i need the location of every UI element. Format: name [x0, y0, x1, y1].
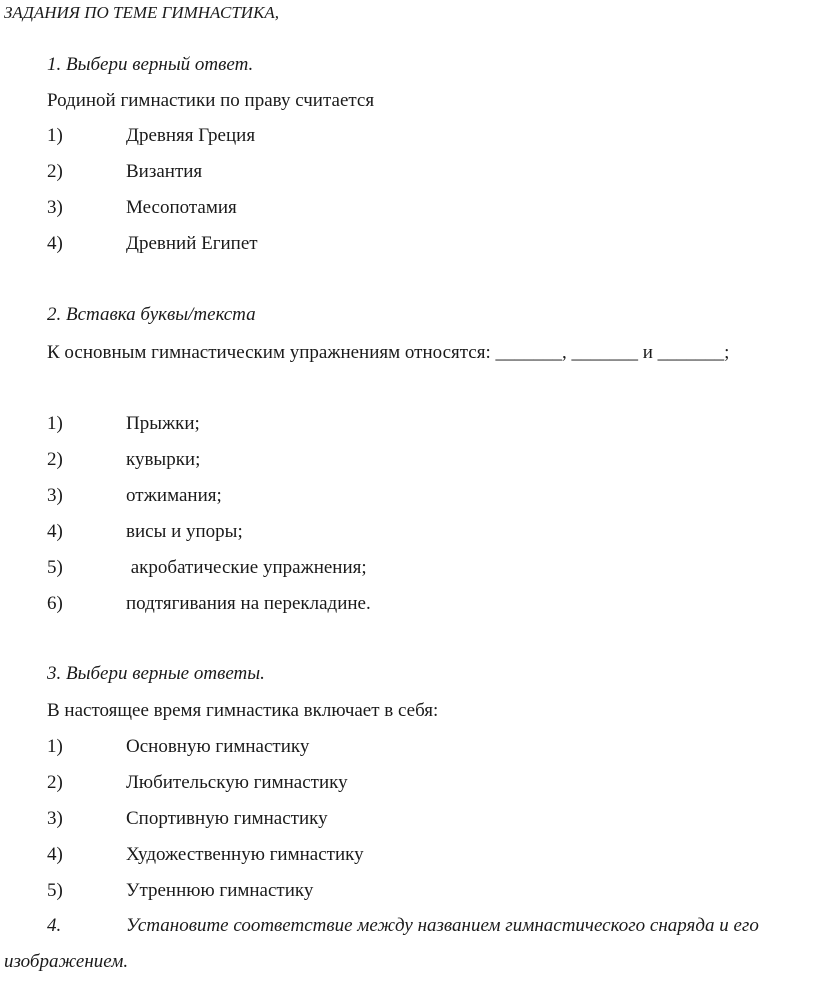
- option-text: Прыжки;: [126, 413, 200, 434]
- task-3-question: В настоящее время гимнастика включает в себя:: [47, 700, 439, 721]
- option-text: Византия: [126, 161, 203, 182]
- option-number: 4): [47, 844, 63, 865]
- option-text: Любительскую гимнастику: [126, 772, 348, 793]
- option-number: 2): [47, 161, 63, 182]
- option-number: 1): [47, 736, 63, 757]
- option-text: Древний Египет: [126, 233, 258, 254]
- task-2-question: К основным гимнастическим упражнениям относятся: _______, _______ и _______;: [47, 342, 730, 363]
- option-text: Художественную гимнастику: [126, 844, 364, 865]
- option-number: 3): [47, 808, 63, 829]
- option-number: 1): [47, 413, 63, 434]
- task-1-question: Родиной гимнастики по праву считается: [47, 90, 375, 111]
- option-number: 6): [47, 593, 63, 614]
- option-text: Основную гимнастику: [126, 736, 310, 757]
- option-text: подтягивания на перекладине.: [126, 593, 371, 614]
- task-2-heading: 2. Вставка буквы/текста: [47, 304, 256, 325]
- option-number: 5): [47, 557, 63, 578]
- option-number: 5): [47, 880, 63, 901]
- option-text: Утреннюю гимнастику: [126, 880, 314, 901]
- task-4-heading: Установите соответствие между названием гимнастического снаряда и его: [126, 915, 759, 936]
- option-number: 2): [47, 449, 63, 470]
- task-4-continuation: изображением.: [4, 951, 129, 972]
- task-1-heading: 1. Выбери верный ответ.: [47, 54, 254, 75]
- option-number: 3): [47, 485, 63, 506]
- option-text: Древняя Греция: [126, 125, 256, 146]
- option-number: 4): [47, 521, 63, 542]
- option-number: 1): [47, 125, 63, 146]
- option-text: Спортивную гимнастику: [126, 808, 328, 829]
- option-text: кувырки;: [126, 449, 201, 470]
- option-text: акробатические упражнения;: [126, 557, 367, 578]
- page-title: ЗАДАНИЯ ПО ТЕМЕ ГИМНАСТИКА,: [4, 3, 279, 22]
- option-text: висы и упоры;: [126, 521, 243, 542]
- option-text: Месопотамия: [126, 197, 237, 218]
- task-3-heading: 3. Выбери верные ответы.: [47, 663, 265, 684]
- option-number: 4): [47, 233, 63, 254]
- option-text: отжимания;: [126, 485, 222, 506]
- option-number: 2): [47, 772, 63, 793]
- option-number: 3): [47, 197, 63, 218]
- task-4-number: 4.: [47, 915, 62, 936]
